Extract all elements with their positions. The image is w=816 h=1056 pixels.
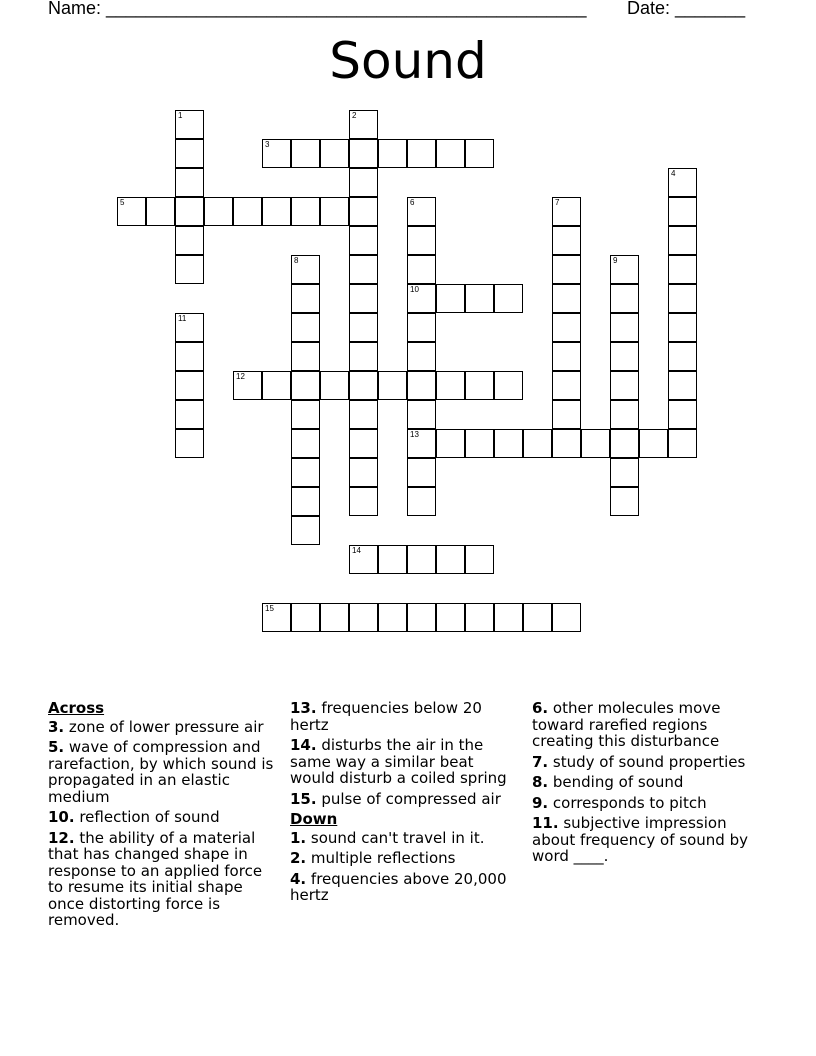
crossword-cell[interactable] [668,226,697,255]
clue-item [48,830,280,929]
crossword-cell[interactable] [320,603,349,632]
crossword-cell[interactable] [291,487,320,516]
clue-item [290,850,522,867]
crossword-cell[interactable] [407,342,436,371]
clue-item-number: 10. [48,808,75,826]
clue-item-number: 6. [532,699,549,717]
clue-item-text: multiple reflections [306,849,456,867]
crossword-cell[interactable] [378,371,407,400]
clue-number: 3 [265,140,270,149]
crossword-cell[interactable] [262,371,291,400]
crossword-cell[interactable] [407,197,436,226]
clue-item-number: 8. [532,773,549,791]
date-label: Date: _______ [627,0,746,18]
crossword-cell[interactable] [291,400,320,429]
crossword-cell[interactable] [407,371,436,400]
crossword-cell[interactable] [233,197,262,226]
clue-item-text: corresponds to pitch [548,793,707,812]
crossword-cell[interactable] [291,255,320,284]
crossword-cell[interactable] [175,168,204,197]
crossword-cell[interactable] [262,139,291,168]
crossword-cell[interactable] [349,371,378,400]
clue-item [290,737,522,787]
across-clue-list-continued [290,700,522,807]
crossword-cell[interactable] [494,284,523,313]
crossword-cell[interactable] [291,516,320,545]
crossword-cell[interactable] [175,226,204,255]
crossword-cell[interactable] [552,226,581,255]
clue-item [532,774,764,791]
crossword-cell[interactable] [610,255,639,284]
crossword-cell[interactable] [436,139,465,168]
clue-item-text: frequencies below 20 hertz [290,699,482,734]
clue-number: 1 [178,111,183,120]
crossword-cell[interactable] [320,197,349,226]
crossword-cell[interactable] [291,313,320,342]
clue-item-number: 5. [48,738,65,756]
crossword-cell[interactable] [349,458,378,487]
down-clue-list-continued [532,700,764,865]
crossword-cell[interactable] [407,255,436,284]
crossword-cell[interactable] [349,255,378,284]
clue-item-number: 12. [48,828,75,847]
clue-item [48,739,280,805]
clue-number: 9 [613,256,618,265]
clue-number: 6 [410,198,415,207]
crossword-cell[interactable] [175,400,204,429]
crossword-cell[interactable] [349,487,378,516]
clue-number: 12 [236,372,245,381]
crossword-cell[interactable] [233,371,262,400]
clue-item-number: 2. [290,849,307,867]
down-heading: Down [290,810,338,828]
crossword-cell[interactable] [349,110,378,139]
crossword-cell[interactable] [523,603,552,632]
crossword-cell[interactable] [610,342,639,371]
crossword-cell[interactable] [552,342,581,371]
crossword-cell[interactable] [291,342,320,371]
crossword-cell[interactable] [465,371,494,400]
clue-number: 5 [120,198,125,207]
crossword-cell[interactable] [291,197,320,226]
clue-item-text: study of sound properties [548,752,746,771]
crossword-cell[interactable] [146,197,175,226]
crossword-cell[interactable] [320,139,349,168]
crossword-cell[interactable] [465,139,494,168]
crossword-cell[interactable] [175,139,204,168]
crossword-cell[interactable] [552,197,581,226]
clue-item-number: 7. [532,752,549,771]
crossword-cell[interactable] [465,603,494,632]
clue-item-text: the ability of a material that has changed shape in response to an applied force to resume its initial shape once distorting force is removed. [48,828,263,929]
crossword-cell[interactable] [349,197,378,226]
crossword-cell[interactable] [668,371,697,400]
crossword-cell[interactable] [291,458,320,487]
crossword-cell[interactable] [610,313,639,342]
crossword-cell[interactable] [436,545,465,574]
crossword-cell[interactable] [610,400,639,429]
crossword-cell[interactable] [668,255,697,284]
across-clue-list [48,719,280,929]
clue-item [290,791,522,808]
clue-item [532,795,764,812]
crossword-cell[interactable] [436,603,465,632]
crossword-cell[interactable] [668,168,697,197]
crossword-cell[interactable] [552,429,581,458]
page-title: Sound [329,32,487,90]
crossword-cell[interactable] [407,545,436,574]
clue-item-text: sound can't travel in it. [306,828,485,847]
clue-item-number: 9. [532,793,549,812]
clue-number: 2 [352,111,357,120]
crossword-cell[interactable] [407,400,436,429]
crossword-cell[interactable] [117,197,146,226]
crossword-cell[interactable] [610,429,639,458]
name-label: Name: ________________________________________________ [48,0,587,18]
clue-item-text: zone of lower pressure air [64,717,264,736]
crossword-cell[interactable] [291,371,320,400]
crossword-cell[interactable] [378,603,407,632]
crossword-cell[interactable] [407,429,436,458]
across-heading: Across [48,699,105,717]
crossword-cell[interactable] [349,603,378,632]
clue-item-number: 14. [290,736,317,754]
crossword-cell[interactable] [407,139,436,168]
clue-item-text: bending of sound [548,773,684,791]
crossword-cell[interactable] [668,197,697,226]
crossword-cell[interactable] [175,342,204,371]
crossword-cell[interactable] [523,429,552,458]
clue-number: 11 [178,314,187,323]
clue-column-2 [290,700,522,908]
crossword-cell[interactable] [349,429,378,458]
crossword-cell[interactable] [175,429,204,458]
clue-item-number: 3. [48,717,65,736]
clue-item-text: pulse of compressed air [316,789,501,808]
crossword-cell[interactable] [465,284,494,313]
crossword-cell[interactable] [610,458,639,487]
clue-number: 8 [294,256,299,265]
crossword-cell[interactable] [552,255,581,284]
crossword-cell[interactable] [668,400,697,429]
clue-item [532,700,764,750]
crossword-cell[interactable] [407,458,436,487]
clue-item-text: frequencies above 20,000 hertz [290,869,507,904]
crossword-cell[interactable] [436,284,465,313]
crossword-cell[interactable] [436,371,465,400]
crossword-cell[interactable] [349,226,378,255]
clue-column-1 [48,700,280,933]
crossword-cell[interactable] [552,371,581,400]
clue-item-number: 13. [290,699,317,717]
clue-number: 14 [352,546,361,555]
crossword-cell[interactable] [494,603,523,632]
crossword-cell[interactable] [407,226,436,255]
clue-number: 4 [671,169,676,178]
crossword-cell[interactable] [291,603,320,632]
crossword-cell[interactable] [378,139,407,168]
crossword-cell[interactable] [668,429,697,458]
crossword-cell[interactable] [175,110,204,139]
clue-item-text: reflection of sound [74,808,220,826]
clue-item-text: disturbs the air in the same way a similar beat would disturb a coiled spring [290,736,507,787]
clue-item-number: 4. [290,869,307,888]
crossword-cell[interactable] [494,371,523,400]
clue-number: 15 [265,604,274,613]
clue-item-number: 1. [290,828,307,847]
crossword-cell[interactable] [552,400,581,429]
clue-column-3 [532,700,764,869]
crossword-cell[interactable] [494,429,523,458]
crossword-cell[interactable] [349,313,378,342]
crossword-cell[interactable] [407,603,436,632]
crossword-cell[interactable] [291,139,320,168]
crossword-cell[interactable] [581,429,610,458]
clue-item [48,719,280,736]
crossword-cell[interactable] [291,429,320,458]
crossword-cell[interactable] [407,313,436,342]
crossword-cell[interactable] [262,603,291,632]
crossword-cell[interactable] [610,284,639,313]
clue-item [48,809,280,826]
crossword-cell[interactable] [291,284,320,313]
crossword-cell[interactable] [668,313,697,342]
crossword-cell[interactable] [436,429,465,458]
crossword-cell[interactable] [175,255,204,284]
crossword-cell[interactable] [175,197,204,226]
crossword-cell[interactable] [349,139,378,168]
crossword-cell[interactable] [320,371,349,400]
clue-number: 7 [555,198,560,207]
crossword-cell[interactable] [349,284,378,313]
clue-item [290,700,522,733]
crossword-cell[interactable] [349,168,378,197]
clue-item [290,830,522,847]
crossword-cell[interactable] [204,197,233,226]
crossword-cell[interactable] [668,342,697,371]
crossword-cell[interactable] [349,342,378,371]
clue-item [532,754,764,771]
crossword-cell[interactable] [639,429,668,458]
crossword-cell[interactable] [668,284,697,313]
crossword-cell[interactable] [175,371,204,400]
clue-item-text: wave of compression and rarefaction, by which sound is propagated in an elastic medium [48,738,274,806]
clue-number: 13 [410,430,419,439]
clue-item-text: subjective impression about frequency of sound by word ____. [532,814,748,865]
crossword-cell[interactable] [349,400,378,429]
crossword-cell[interactable] [552,284,581,313]
crossword-cell[interactable] [349,545,378,574]
crossword-cell[interactable] [552,603,581,632]
clue-number: 10 [410,285,419,294]
crossword-cell[interactable] [407,284,436,313]
clue-item-text: other molecules move toward rarefied regions creating this disturbance [532,699,721,750]
crossword-cell[interactable] [262,197,291,226]
crossword-cell[interactable] [610,371,639,400]
clue-item [290,871,522,904]
clue-item-number: 11. [532,814,559,832]
crossword-cell[interactable] [465,429,494,458]
crossword-cell[interactable] [465,545,494,574]
crossword-cell[interactable] [378,545,407,574]
crossword-cell[interactable] [407,487,436,516]
down-clue-list [290,830,522,904]
clue-item-number: 15. [290,789,317,808]
clue-item [532,815,764,865]
crossword-cell[interactable] [175,313,204,342]
crossword-cell[interactable] [610,487,639,516]
crossword-cell[interactable] [552,313,581,342]
